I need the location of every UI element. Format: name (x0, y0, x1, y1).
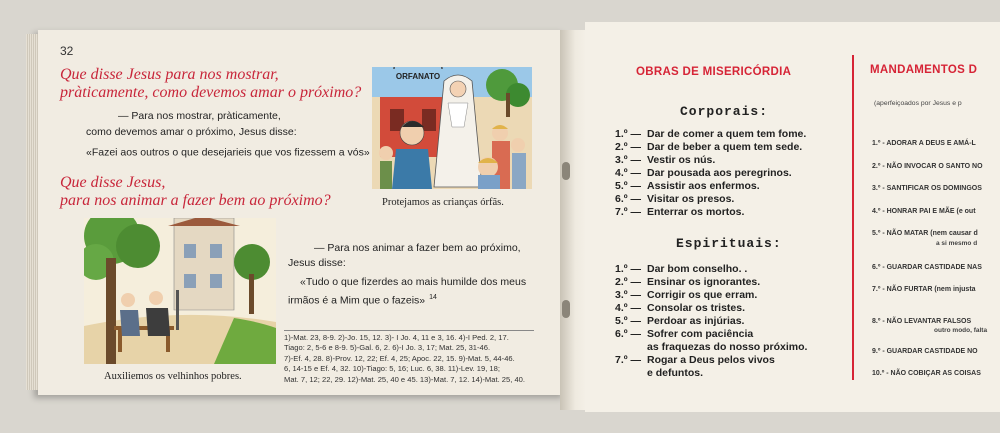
elderly-drawing (84, 218, 276, 364)
list-item (615, 367, 807, 380)
commandment-item: 3.º - SANTIFICAR OS DOMINGOS (872, 185, 982, 192)
item-number: 5.º — (615, 180, 642, 192)
item-text: Dar pousada aos peregrinos. (647, 167, 792, 179)
question-2-line1: Que disse Jesus, (60, 174, 166, 191)
binding-hole (562, 162, 570, 180)
illustration-orphanage (372, 67, 532, 189)
item-number: 4.º — (615, 167, 642, 179)
reference-line: 6, 14-15 e Ef. 4, 32. 10)-Tiago: 5, 16; Luc. 6, 38. 11)-Lev. 19, 18; (284, 364, 500, 374)
answer-1-quote-text: «Fazei aos outros o que desejarieis que vos fizessem a vós» (86, 146, 370, 159)
answer-1-line2: como devemos amar o próximo, Jesus disse: (86, 126, 297, 138)
reference-line: 1)-Mat. 23, 8-9. 2)-Jo. 15, 12. 3)- I Jo. 4, 11 e 3, 16. 4)-I Ped. 2, 17. (284, 333, 509, 342)
list-item (615, 315, 807, 328)
reference-line: 7)-Ef. 4, 28. 8)-Prov. 12, 22; Ef. 4, 25; Apoc. 22, 15. 9)-Mat. 5, 44-46. (284, 353, 515, 363)
question-2-line2: para nos animar a fazer bem ao próximo? (60, 192, 331, 209)
page-number: 32 (60, 44, 74, 58)
corporal-works-list (615, 128, 806, 219)
footnote-marker: 14 (429, 294, 437, 301)
answer-2-quote2 (288, 290, 437, 309)
list-item (615, 141, 806, 154)
item-text: Rogar a Deus pelos vivos (647, 354, 775, 366)
question-1-line2: pràticamente, como devemos amar o próximo? (60, 84, 362, 101)
item-number: 1.º — (615, 128, 642, 140)
item-number: 6.º — (615, 193, 642, 205)
answer-1-line1: — Para nos mostrar, pràticamente, (118, 110, 281, 122)
list-item (615, 206, 806, 219)
question-1-line1: Que disse Jesus para nos mostrar, (60, 66, 279, 83)
list-item (615, 341, 807, 354)
item-number: 1.º — (615, 263, 642, 275)
illustration-elderly (84, 218, 276, 364)
commandment-item: 9.º - GUARDAR CASTIDADE NO (872, 348, 978, 355)
commandment-8-continuation: outro modo, falta (934, 327, 988, 334)
binding-hole (562, 300, 570, 318)
item-number: 2.º — (615, 276, 642, 288)
item-number: 7.º — (615, 206, 642, 218)
column-divider (852, 55, 854, 380)
answer-2-line1: — Para nos animar a fazer bem ao próximo, (314, 242, 521, 254)
list-item (615, 354, 807, 367)
item-text: Ensinar os ignorantes. (647, 276, 761, 288)
list-item (615, 154, 806, 167)
commandment-item: 1.º - ADORAR A DEUS E AMÁ-L (872, 140, 976, 147)
answer-2-line2: Jesus disse: (288, 257, 346, 269)
reference-line: Tiago: 2, 5-6 e 8-9. 5)-Gal. 6, 2. 6)-I Jo. 3, 17; Mat. 25, 31-46. (284, 343, 491, 353)
answer-2-quote1: «Tudo o que fizerdes ao mais humilde dos meus (300, 276, 527, 288)
references-footnotes (284, 330, 534, 385)
item-text: Enterrar os mortos. (647, 206, 745, 218)
item-number: 4.º — (615, 302, 642, 314)
commandment-item: 4.º - HONRAR PAI E MÃE (e out (872, 208, 976, 215)
illustration-elderly-caption: Auxiliemos os velhinhos pobres. (104, 371, 242, 382)
item-number: 2.º — (615, 141, 642, 153)
item-number: 6.º — (615, 328, 642, 340)
commandment-item: 5.º - NÃO MATAR (nem causar d (872, 230, 978, 237)
item-text: Visitar os presos. (647, 193, 735, 205)
list-item (615, 167, 806, 180)
commandment-item: 10.º - NÃO COBIÇAR AS COISAS (872, 370, 981, 377)
book-gutter (560, 30, 588, 410)
item-text: Corrigir os que erram. (647, 289, 758, 301)
list-item (615, 180, 806, 193)
corporal-heading: Corporais: (680, 104, 769, 119)
item-number: 3.º — (615, 289, 642, 301)
item-number: 3.º — (615, 154, 642, 166)
item-number: 7.º — (615, 354, 642, 366)
item-text: Perdoar as injúrias. (647, 315, 745, 327)
item-text: e defuntos. (647, 367, 704, 379)
list-item (615, 328, 807, 341)
item-text: Dar de comer a quem tem fome. (647, 128, 807, 140)
item-text: Vestir os nús. (647, 154, 716, 166)
commandment-item: 2.º - NÃO INVOCAR O SANTO NO (872, 163, 983, 170)
list-item (615, 193, 806, 206)
item-text: Dar de beber a quem tem sede. (647, 141, 803, 153)
commandments-subtitle: (aperfeiçoados por Jesus e p (874, 100, 962, 107)
list-item (615, 128, 806, 141)
commandment-item: 6.º - GUARDAR CASTIDADE NAS (872, 264, 982, 271)
list-item (615, 302, 807, 315)
item-number: 5.º — (615, 315, 642, 327)
commandment-item: 7.º - NÃO FURTAR (nem injusta (872, 286, 976, 293)
spiritual-heading: Espirituais: (676, 236, 782, 251)
spiritual-works-list (615, 263, 807, 380)
item-text: Consolar os tristes. (647, 302, 746, 314)
reference-line: Mat. 7, 12; 22, 29. 12)-Mat. 25, 40 e 45. 13)-Mat. 7, 12. 14)-Mat. 25, 40. (284, 374, 526, 384)
list-item (615, 276, 807, 289)
works-of-mercy-title: OBRAS DE MISERICÓRDIA (636, 66, 792, 78)
list-item (615, 263, 807, 276)
commandment-item: 8.º - NÃO LEVANTAR FALSOS (872, 318, 972, 325)
commandments-title: MANDAMENTOS D (870, 64, 978, 76)
item-text: Assistir aos enfermos. (647, 180, 760, 192)
item-text: Sofrer com paciência (647, 328, 754, 340)
list-item (615, 289, 807, 302)
answer-1-quote (86, 142, 381, 161)
commandment-5-continuation: a si mesmo d (936, 240, 978, 247)
orphanage-sign: ORFANATO (395, 72, 441, 81)
answer-2-quote2-text: irmãos é a Mim que o fazeis» (288, 294, 426, 307)
orphanage-drawing (372, 67, 532, 189)
item-text: as fraquezas do nosso próximo. (647, 341, 808, 353)
item-text: Dar bom conselho. . (647, 263, 748, 275)
illustration-orphanage-caption: Protejamos as crianças órfãs. (382, 197, 504, 208)
